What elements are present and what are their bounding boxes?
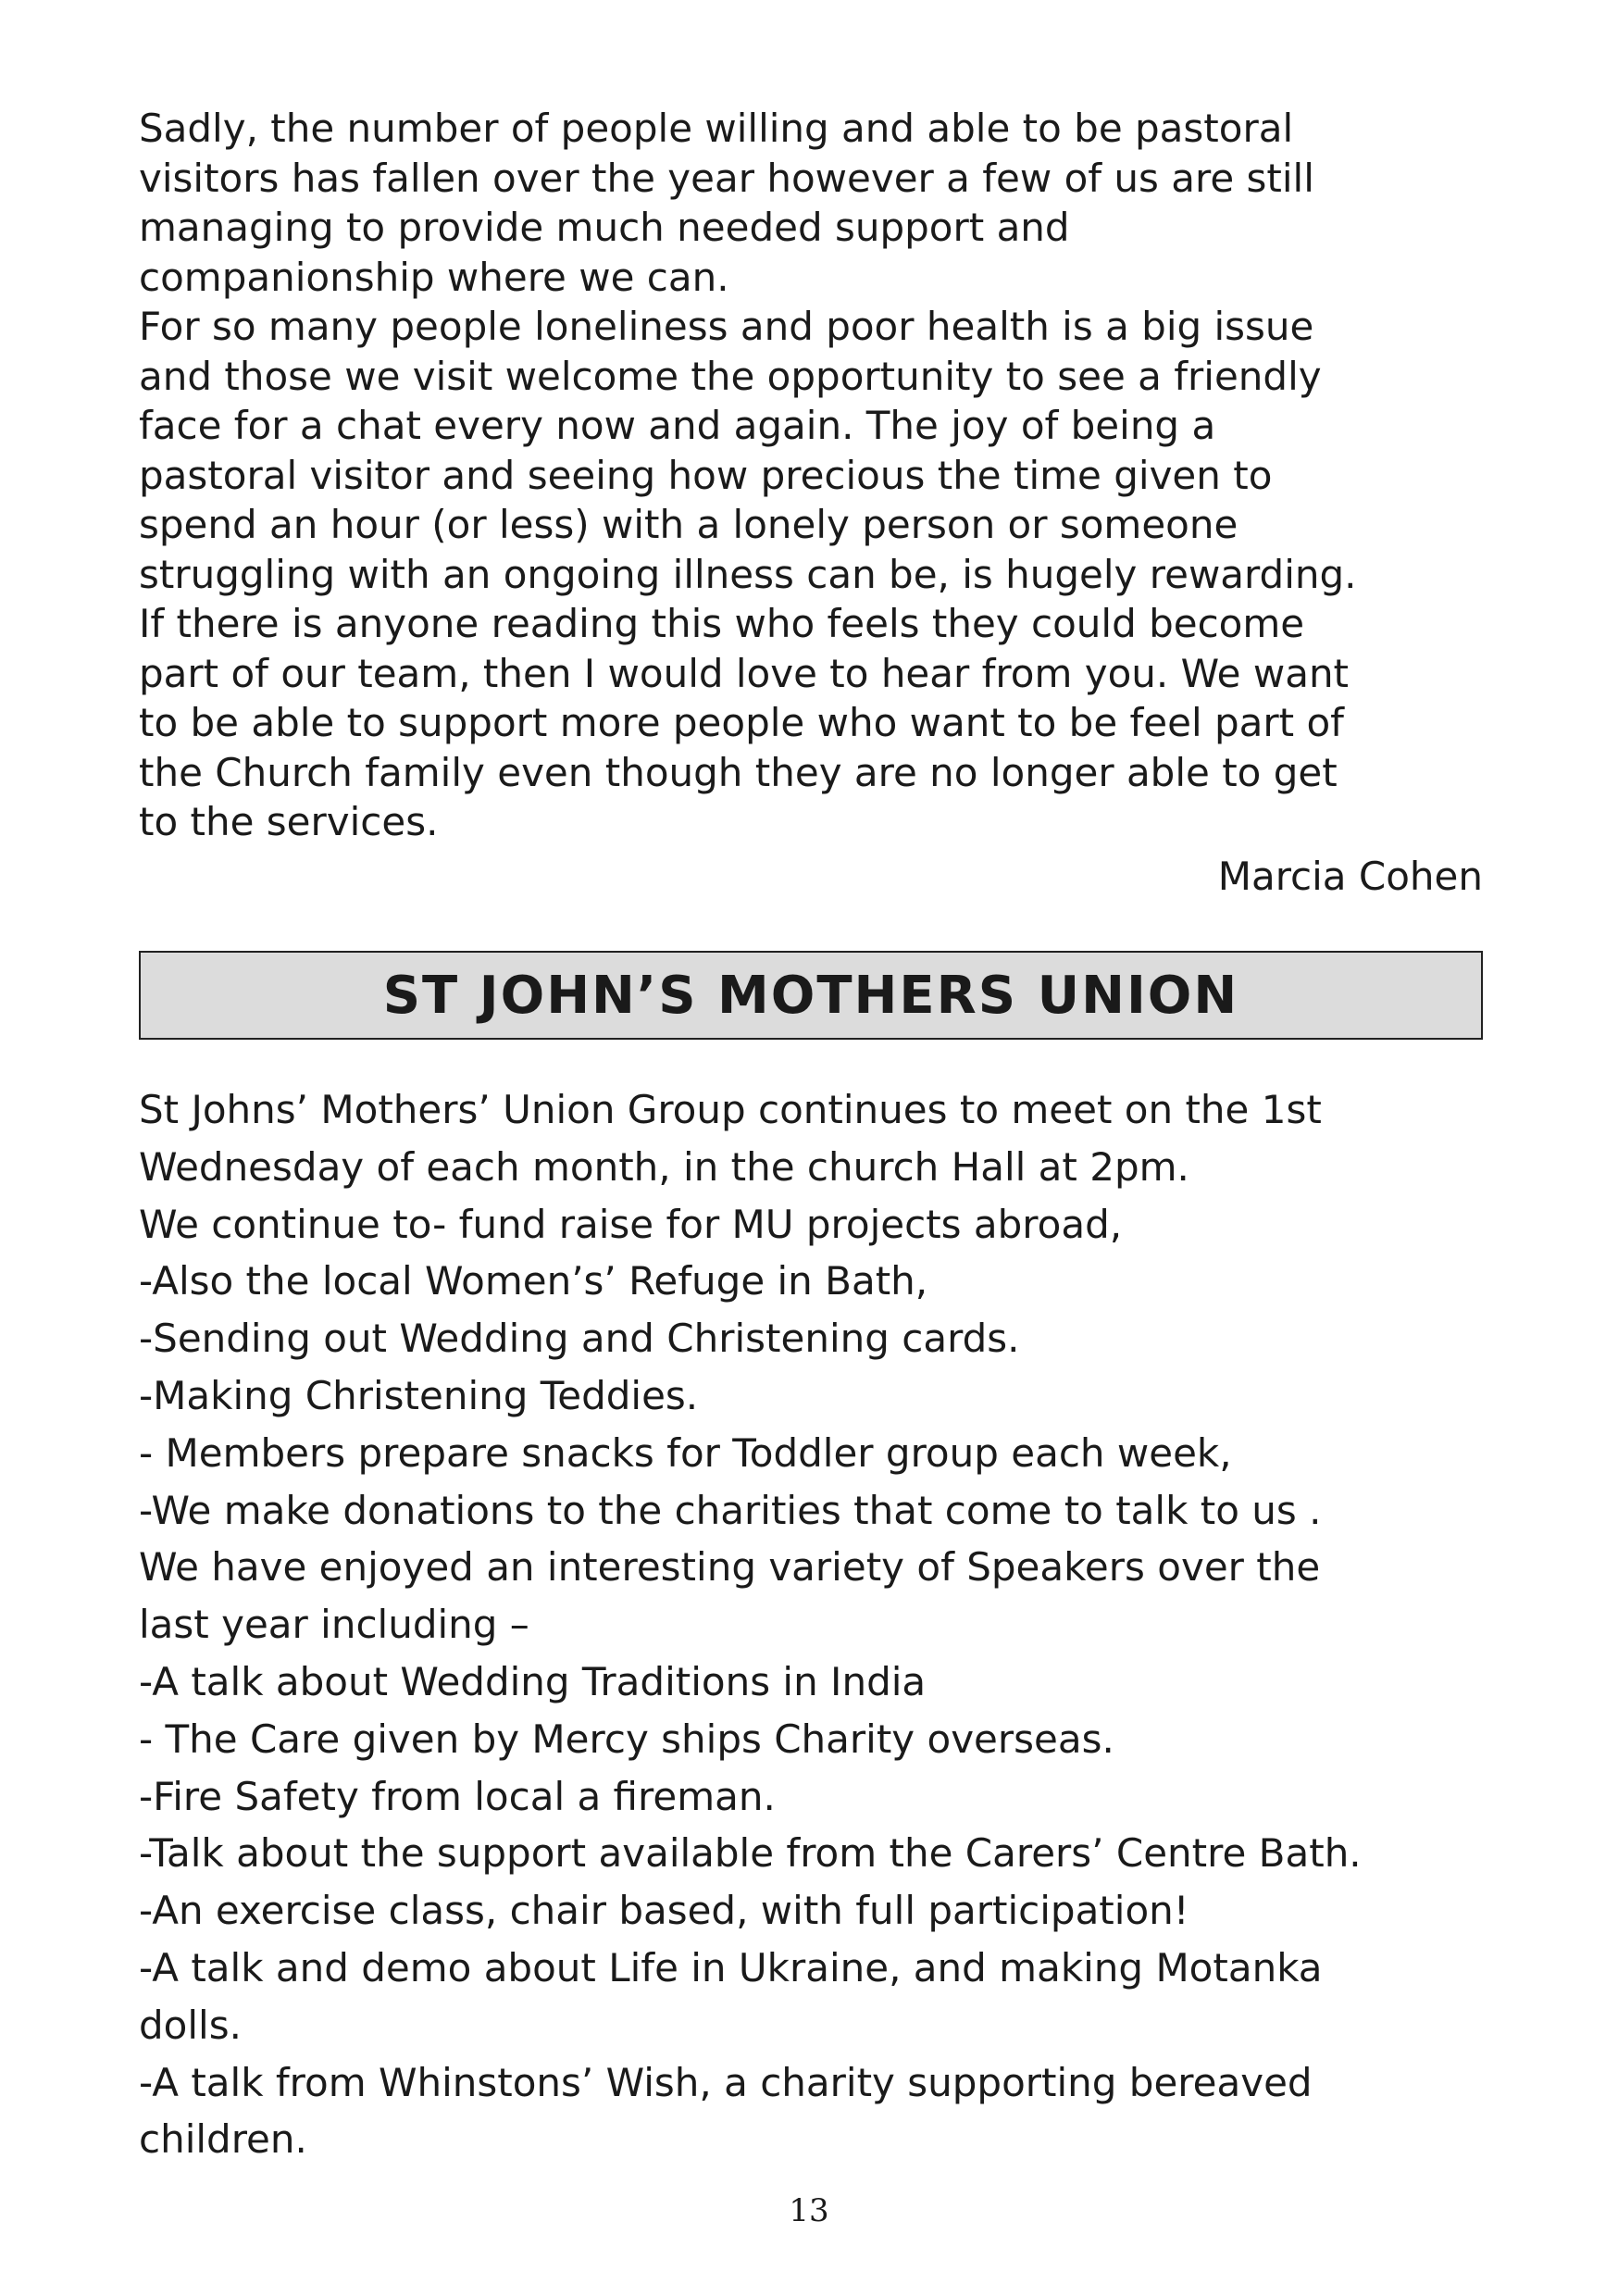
section-heading: ST JOHN’S MOTHERS UNION — [382, 965, 1239, 1026]
article-line: -Fire Safety from local a fireman. — [139, 1773, 776, 1819]
article-line: to the services. — [139, 799, 439, 844]
article-line: struggling with an ongoing illness can be, is hugely rewarding. — [139, 551, 1357, 597]
article-line: Sadly, the number of people willing and able to be pastoral — [139, 106, 1294, 151]
section-heading-box — [139, 951, 1483, 1040]
article-line: -Sending out Wedding and Christening cards. — [139, 1316, 1020, 1362]
article-line: children. — [139, 2116, 307, 2163]
article-line: - The Care given by Mercy ships Charity overseas. — [139, 1716, 1114, 1762]
article-line: We have enjoyed an interesting variety of Speakers over the — [139, 1544, 1321, 1591]
article-line: managing to provide much needed support and — [139, 205, 1070, 250]
article-line: -A talk about Wedding Traditions in India — [139, 1658, 927, 1704]
article-line: and those we visit welcome the opportunity to see a friendly — [139, 353, 1322, 399]
author-signature: Marcia Cohen — [1217, 854, 1483, 899]
article-line: -Talk about the support available from the Carers’ Centre Bath. — [139, 1830, 1362, 1877]
article-line: dolls. — [139, 2002, 242, 2048]
article-line: -We make donations to the charities that come to talk to us . — [139, 1487, 1322, 1533]
article-line: -A talk and demo about Life in Ukraine, and making Motanka — [139, 1944, 1323, 1990]
article-line: -Also the local Women’s’ Refuge in Bath, — [139, 1258, 928, 1304]
article-line: the Church family even though they are no longer able to get — [139, 749, 1338, 795]
article-line: pastoral visitor and seeing how precious the time given to — [139, 452, 1273, 498]
article-line: companionship where we can. — [139, 254, 729, 300]
article-line: part of our team, then I would love to hear from you. We want — [139, 650, 1350, 696]
article-line: last year including – — [139, 1602, 529, 1648]
pastoral-visitors-article — [139, 104, 1490, 847]
article-line: If there is anyone reading this who feels they could become — [139, 601, 1305, 646]
page-number: 13 — [789, 2192, 829, 2229]
article-line: spend an hour (or less) with a lonely person or someone — [139, 502, 1238, 547]
article-line: face for a chat every now and again. The joy of being a — [139, 403, 1216, 448]
article-line: -Making Christening Teddies. — [139, 1372, 699, 1418]
article-line: -An exercise class, chair based, with full participation! — [139, 1888, 1189, 1934]
article-line: -A talk from Whinstons’ Wish, a charity supporting bereaved — [139, 2059, 1313, 2105]
article-line: Wednesday of each month, in the church Hall at 2pm. — [139, 1143, 1189, 1190]
article-line: - Members prepare snacks for Toddler group each week, — [139, 1429, 1232, 1476]
article-line: St Johns’ Mothers’ Union Group continues to meet on the 1st — [139, 1087, 1322, 1132]
mothers-union-article — [139, 1081, 1490, 2168]
article-line: to be able to support more people who want to be feel part of — [139, 700, 1344, 745]
article-line: We continue to- fund raise for MU projects abroad, — [139, 1201, 1123, 1247]
article-line: For so many people loneliness and poor health is a big issue — [139, 304, 1314, 349]
article-line: visitors has fallen over the year however a few of us are still — [139, 155, 1314, 201]
